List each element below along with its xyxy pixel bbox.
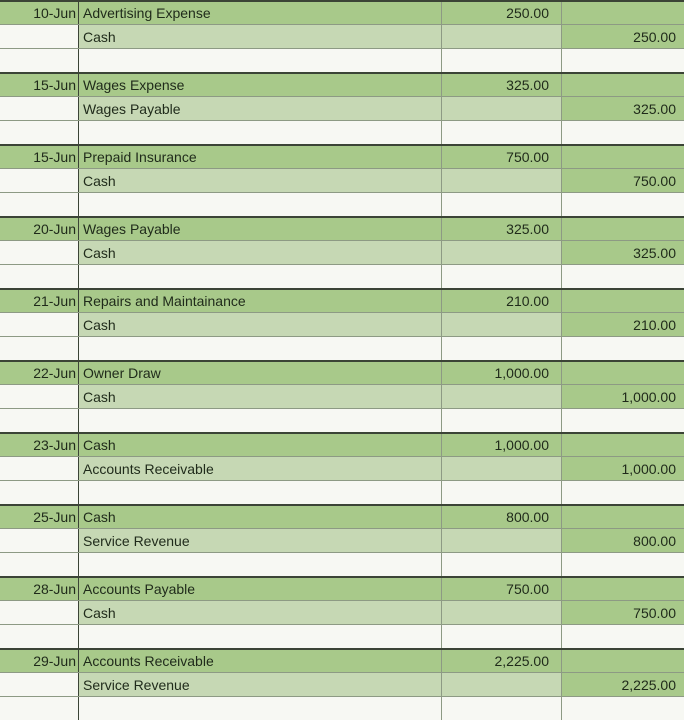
blank-cell[interactable] xyxy=(562,337,684,360)
debit-amount[interactable]: 800.00 xyxy=(442,506,562,528)
debit-account[interactable]: Accounts Receivable xyxy=(79,650,442,672)
debit-amount[interactable]: 750.00 xyxy=(442,146,562,168)
credit-account[interactable]: Cash xyxy=(79,25,442,48)
date-empty[interactable] xyxy=(0,169,79,192)
credit-account[interactable]: Service Revenue xyxy=(79,529,442,552)
date-empty[interactable] xyxy=(0,385,79,408)
debit-account[interactable]: Repairs and Maintainance xyxy=(79,290,442,312)
journal-credit-row xyxy=(0,240,684,264)
entry-date[interactable]: 15-Jun xyxy=(0,74,79,96)
date-empty[interactable] xyxy=(0,601,79,624)
journal-blank-row xyxy=(0,48,684,72)
credit-amount[interactable]: 1,000.00 xyxy=(562,457,684,480)
credit-amount[interactable]: 325.00 xyxy=(562,97,684,120)
journal-debit-row xyxy=(0,72,684,96)
entry-date[interactable]: 29-Jun xyxy=(0,650,79,672)
credit-amount-empty[interactable] xyxy=(562,362,684,384)
debit-amount[interactable]: 325.00 xyxy=(442,218,562,240)
journal-credit-row xyxy=(0,384,684,408)
credit-account[interactable]: Cash xyxy=(79,313,442,336)
credit-account[interactable]: Cash xyxy=(79,385,442,408)
journal-credit-row xyxy=(0,168,684,192)
credit-account[interactable]: Cash xyxy=(79,241,442,264)
blank-cell[interactable] xyxy=(0,193,79,216)
debit-amount-empty[interactable] xyxy=(442,529,562,552)
date-empty[interactable] xyxy=(0,529,79,552)
debit-amount-empty[interactable] xyxy=(442,241,562,264)
entry-date[interactable]: 25-Jun xyxy=(0,506,79,528)
journal-debit-row xyxy=(0,504,684,528)
debit-amount-empty[interactable] xyxy=(442,457,562,480)
journal-blank-row xyxy=(0,264,684,288)
blank-cell[interactable] xyxy=(0,625,79,648)
blank-cell[interactable] xyxy=(442,553,562,576)
entry-date[interactable]: 28-Jun xyxy=(0,578,79,600)
debit-amount[interactable]: 325.00 xyxy=(442,74,562,96)
blank-cell[interactable] xyxy=(79,625,442,648)
debit-account[interactable]: Owner Draw xyxy=(79,362,442,384)
journal-credit-row xyxy=(0,456,684,480)
credit-amount[interactable]: 210.00 xyxy=(562,313,684,336)
credit-amount[interactable]: 325.00 xyxy=(562,241,684,264)
blank-cell[interactable] xyxy=(562,625,684,648)
blank-cell[interactable] xyxy=(562,481,684,504)
credit-amount-empty[interactable] xyxy=(562,650,684,672)
blank-cell[interactable] xyxy=(442,49,562,72)
debit-amount-empty[interactable] xyxy=(442,601,562,624)
debit-amount[interactable]: 2,225.00 xyxy=(442,650,562,672)
credit-account[interactable]: Wages Payable xyxy=(79,97,442,120)
blank-cell[interactable] xyxy=(79,409,442,432)
date-empty[interactable] xyxy=(0,313,79,336)
credit-amount[interactable]: 750.00 xyxy=(562,169,684,192)
debit-account[interactable]: Advertising Expense xyxy=(79,2,442,24)
journal-blank-row xyxy=(0,624,684,648)
credit-amount[interactable]: 1,000.00 xyxy=(562,385,684,408)
journal-credit-row xyxy=(0,312,684,336)
blank-cell[interactable] xyxy=(79,49,442,72)
blank-cell[interactable] xyxy=(79,193,442,216)
date-empty[interactable] xyxy=(0,241,79,264)
entry-date[interactable]: 10-Jun xyxy=(0,2,79,24)
entry-date[interactable]: 20-Jun xyxy=(0,218,79,240)
credit-amount-empty[interactable] xyxy=(562,74,684,96)
blank-cell[interactable] xyxy=(442,193,562,216)
journal-debit-row xyxy=(0,648,684,672)
blank-cell[interactable] xyxy=(0,337,79,360)
entry-date[interactable]: 23-Jun xyxy=(0,434,79,456)
blank-cell[interactable] xyxy=(79,265,442,288)
credit-amount[interactable]: 2,225.00 xyxy=(562,673,684,696)
blank-cell[interactable] xyxy=(79,121,442,144)
blank-cell[interactable] xyxy=(562,49,684,72)
blank-cell[interactable] xyxy=(562,265,684,288)
blank-cell[interactable] xyxy=(0,265,79,288)
debit-amount[interactable]: 1,000.00 xyxy=(442,362,562,384)
blank-cell[interactable] xyxy=(0,697,79,720)
journal-credit-row xyxy=(0,96,684,120)
debit-account[interactable]: Cash xyxy=(79,434,442,456)
journal-blank-row xyxy=(0,120,684,144)
credit-amount-empty[interactable] xyxy=(562,290,684,312)
journal-debit-row xyxy=(0,216,684,240)
blank-cell[interactable] xyxy=(0,121,79,144)
blank-cell[interactable] xyxy=(562,553,684,576)
journal-credit-row xyxy=(0,672,684,696)
blank-cell[interactable] xyxy=(442,121,562,144)
entry-date[interactable]: 21-Jun xyxy=(0,290,79,312)
credit-amount[interactable]: 800.00 xyxy=(562,529,684,552)
debit-account[interactable]: Wages Expense xyxy=(79,74,442,96)
journal-debit-row xyxy=(0,432,684,456)
debit-amount[interactable]: 1,000.00 xyxy=(442,434,562,456)
blank-cell[interactable] xyxy=(79,553,442,576)
date-empty[interactable] xyxy=(0,97,79,120)
journal-credit-row xyxy=(0,600,684,624)
blank-cell[interactable] xyxy=(79,481,442,504)
debit-amount-empty[interactable] xyxy=(442,169,562,192)
debit-amount-empty[interactable] xyxy=(442,97,562,120)
credit-amount-empty[interactable] xyxy=(562,2,684,24)
blank-cell[interactable] xyxy=(442,337,562,360)
credit-amount-empty[interactable] xyxy=(562,146,684,168)
journal-blank-row xyxy=(0,480,684,504)
blank-cell[interactable] xyxy=(79,697,442,720)
blank-cell[interactable] xyxy=(442,409,562,432)
debit-amount[interactable]: 250.00 xyxy=(442,2,562,24)
blank-cell[interactable] xyxy=(562,697,684,720)
date-empty[interactable] xyxy=(0,25,79,48)
credit-amount-empty[interactable] xyxy=(562,578,684,600)
date-empty[interactable] xyxy=(0,673,79,696)
debit-amount[interactable]: 210.00 xyxy=(442,290,562,312)
debit-amount-empty[interactable] xyxy=(442,385,562,408)
debit-amount-empty[interactable] xyxy=(442,673,562,696)
blank-cell[interactable] xyxy=(442,625,562,648)
debit-account[interactable]: Prepaid Insurance xyxy=(79,146,442,168)
journal-blank-row xyxy=(0,192,684,216)
credit-amount[interactable]: 250.00 xyxy=(562,25,684,48)
debit-amount-empty[interactable] xyxy=(442,313,562,336)
blank-cell[interactable] xyxy=(0,49,79,72)
blank-cell[interactable] xyxy=(442,481,562,504)
blank-cell[interactable] xyxy=(0,409,79,432)
debit-account[interactable]: Cash xyxy=(79,506,442,528)
journal-credit-row xyxy=(0,24,684,48)
journal-debit-row xyxy=(0,576,684,600)
journal-debit-row xyxy=(0,144,684,168)
credit-amount-empty[interactable] xyxy=(562,506,684,528)
journal-debit-row xyxy=(0,360,684,384)
journal-blank-row xyxy=(0,408,684,432)
credit-account[interactable]: Accounts Receivable xyxy=(79,457,442,480)
blank-cell[interactable] xyxy=(442,697,562,720)
debit-account[interactable]: Accounts Payable xyxy=(79,578,442,600)
journal-debit-row xyxy=(0,288,684,312)
blank-cell[interactable] xyxy=(442,265,562,288)
credit-amount-empty[interactable] xyxy=(562,218,684,240)
blank-cell[interactable] xyxy=(562,409,684,432)
blank-cell[interactable] xyxy=(562,121,684,144)
date-empty[interactable] xyxy=(0,457,79,480)
blank-cell[interactable] xyxy=(79,337,442,360)
credit-amount-empty[interactable] xyxy=(562,434,684,456)
entry-date[interactable]: 15-Jun xyxy=(0,146,79,168)
credit-account[interactable]: Cash xyxy=(79,601,442,624)
debit-amount[interactable]: 750.00 xyxy=(442,578,562,600)
journal-debit-row xyxy=(0,0,684,24)
credit-account[interactable]: Service Revenue xyxy=(79,673,442,696)
journal-blank-row xyxy=(0,552,684,576)
debit-amount-empty[interactable] xyxy=(442,25,562,48)
journal-credit-row xyxy=(0,528,684,552)
blank-cell[interactable] xyxy=(0,553,79,576)
credit-amount[interactable]: 750.00 xyxy=(562,601,684,624)
blank-cell[interactable] xyxy=(0,481,79,504)
journal-blank-row xyxy=(0,336,684,360)
debit-account[interactable]: Wages Payable xyxy=(79,218,442,240)
blank-cell[interactable] xyxy=(562,193,684,216)
credit-account[interactable]: Cash xyxy=(79,169,442,192)
entry-date[interactable]: 22-Jun xyxy=(0,362,79,384)
